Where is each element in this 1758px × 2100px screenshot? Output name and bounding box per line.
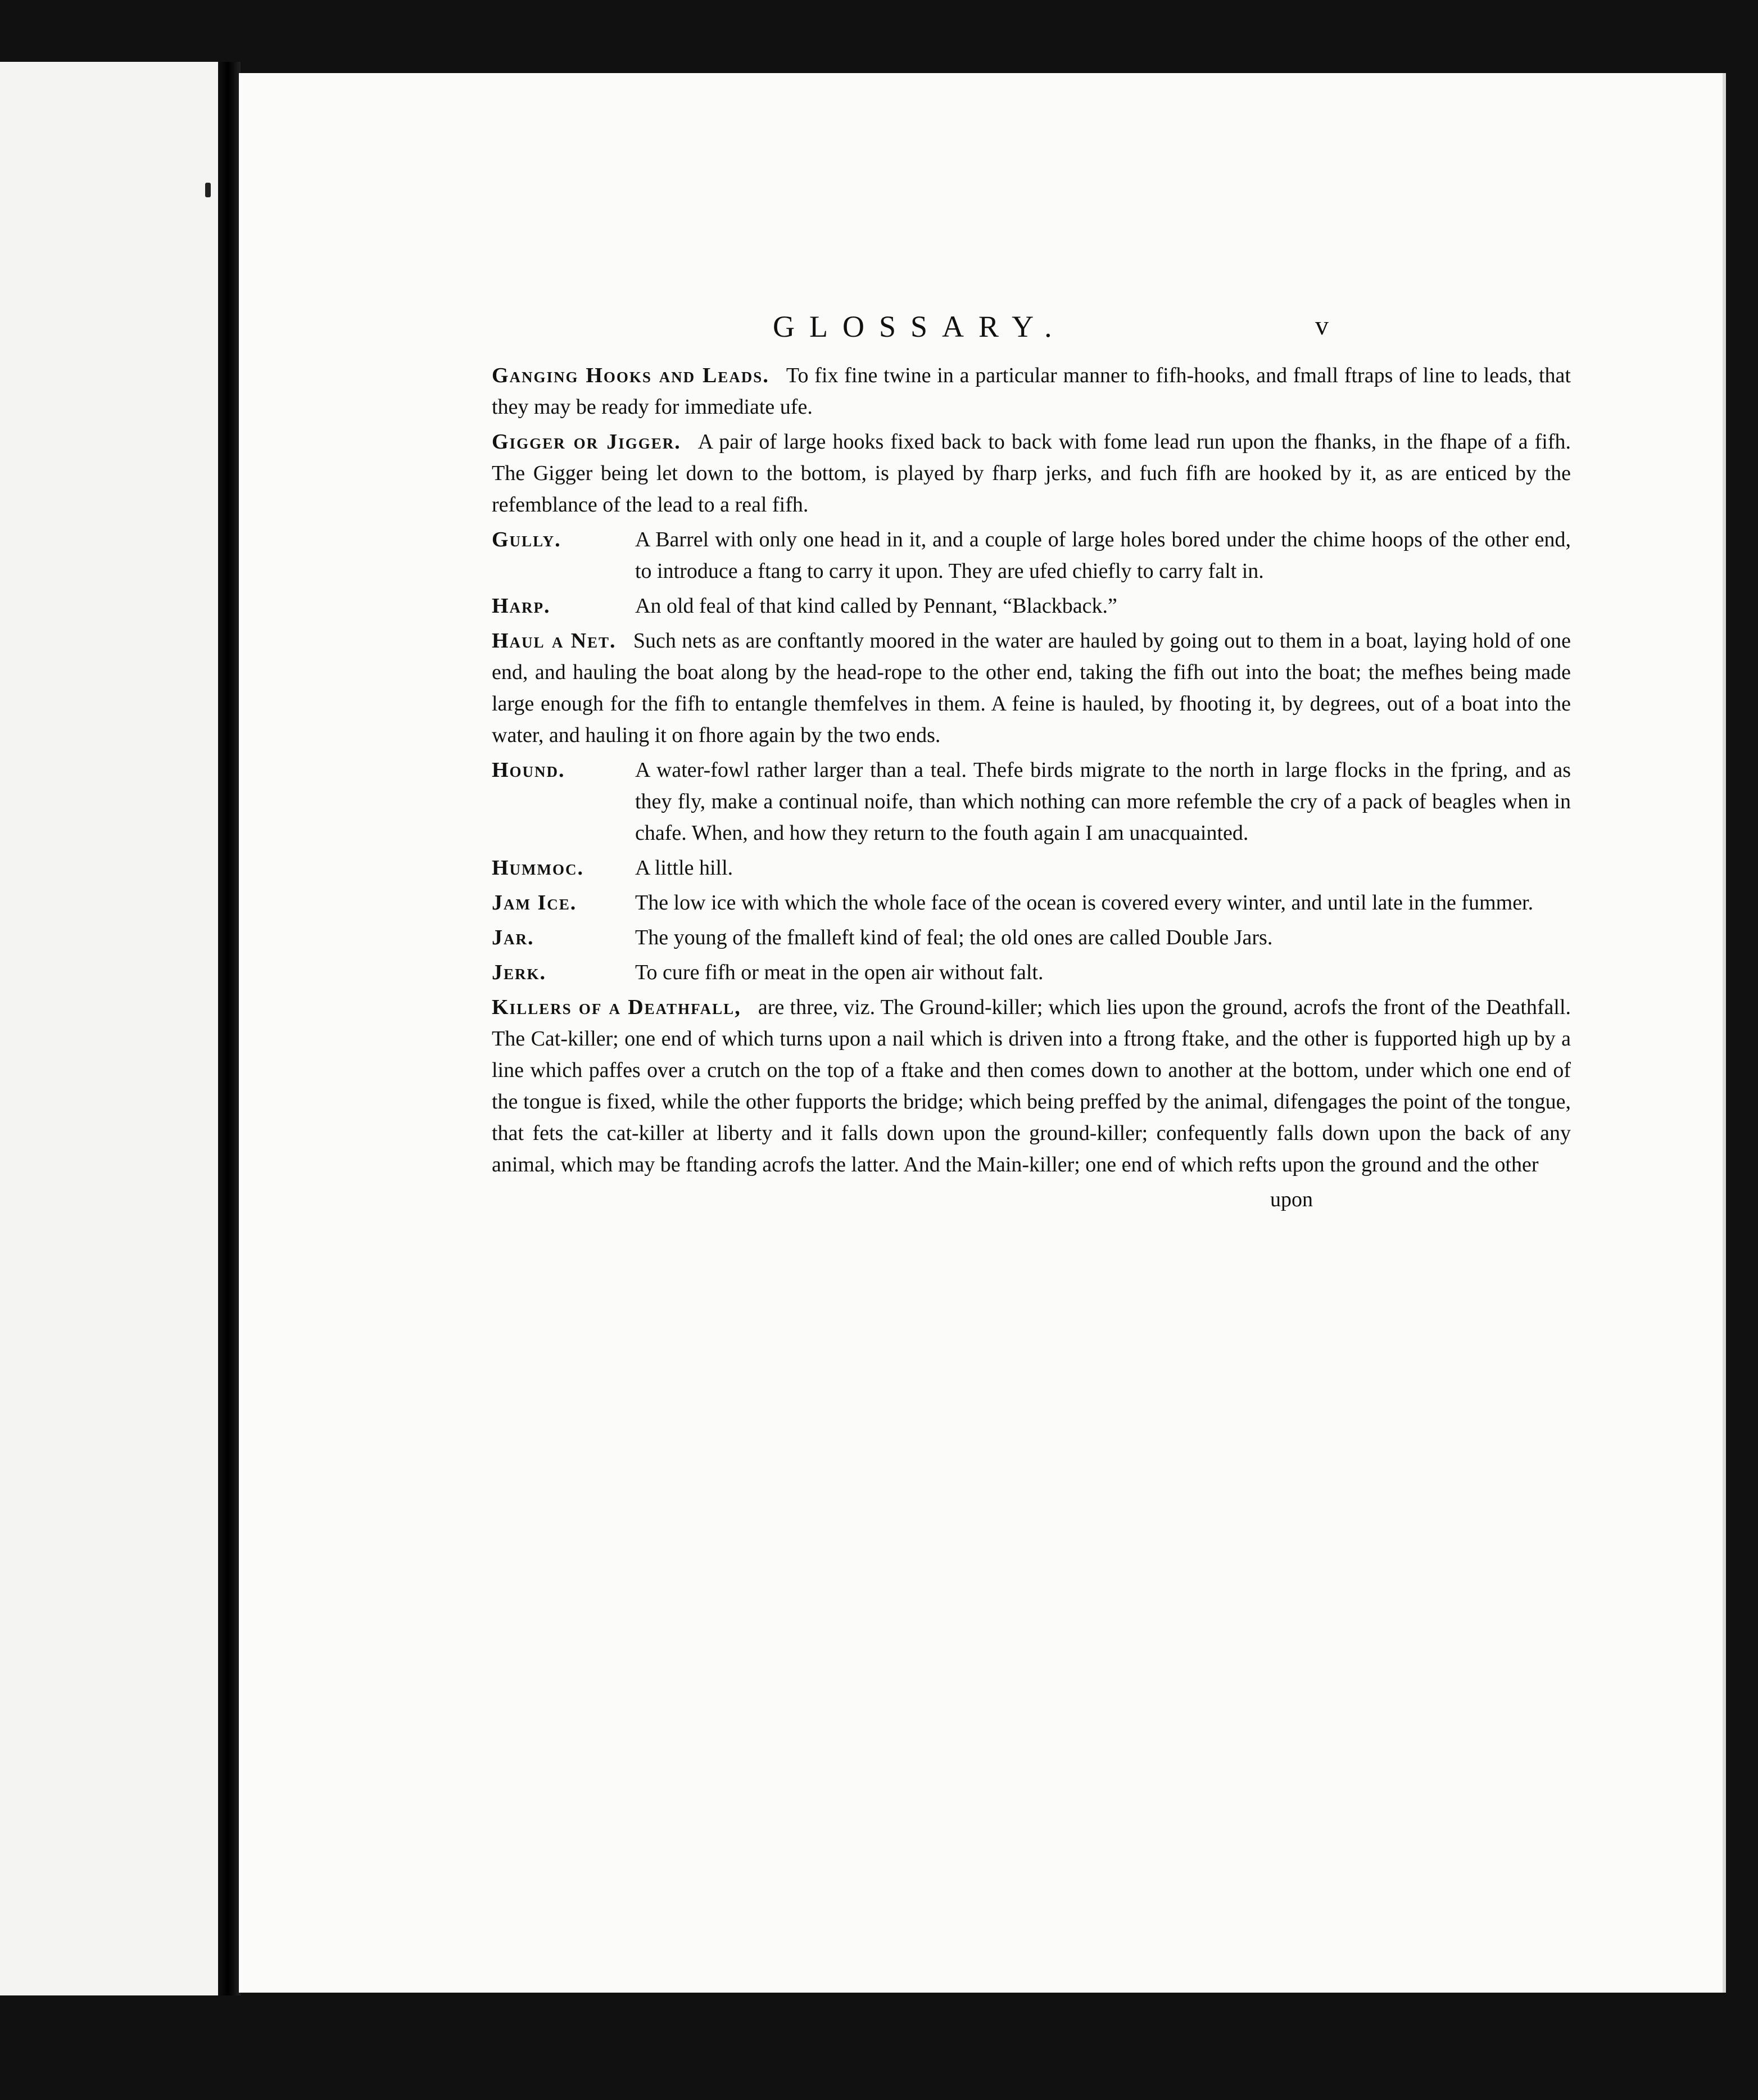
glossary-entry	[492, 524, 1571, 587]
catchword: upon	[1270, 1188, 1313, 1211]
entry-term: Jar.	[492, 926, 534, 949]
glossary-entry	[492, 754, 1571, 849]
entry-definition: A water-fowl rather larger than a teal. Thefe birds migrate to the north in large flocks in the fpring, and as they fly, make a continual noife, than which nothing can more refemble the cry of a pack of beagles when in chafe. When, and how they return to the fouth again I am unacquainted.	[635, 758, 1571, 845]
entry-term: Jam Ice.	[492, 891, 577, 915]
glossary-entry	[492, 426, 1571, 521]
entry-definition: To fix fine twine in a particular manner to fifh-hooks, and fmall ftraps of line to leads, that they may be ready for immediate ufe.	[492, 364, 1571, 419]
entry-definition: The low ice with which the whole face of the ocean is covered every winter, and until late in the fummer.	[635, 891, 1534, 915]
glossary-entry	[492, 852, 1571, 884]
glossary-entry	[492, 992, 1571, 1180]
ink-speck	[205, 183, 211, 197]
page-number: v	[1315, 311, 1329, 341]
glossary-page	[239, 73, 1726, 1993]
book-gutter	[218, 62, 241, 1995]
facing-page-edge	[0, 62, 222, 1995]
glossary-entry	[492, 957, 1571, 988]
entry-term: Gigger or Jigger.	[492, 430, 681, 454]
entry-definition: The young of the fmalleft kind of feal; the old ones are called Double Jars.	[635, 926, 1273, 949]
entry-term: Jerk.	[492, 961, 547, 984]
page-title: GLOSSARY.	[773, 310, 1067, 343]
entry-definition: An old feal of that kind called by Pennant, “Blackback.”	[635, 594, 1117, 618]
glossary-entries	[492, 360, 1571, 1184]
entry-term: Harp.	[492, 594, 551, 618]
entry-term: Hound.	[492, 758, 565, 782]
entry-definition: A Barrel with only one head in it, and a couple of large holes bored under the chime hoops of the other end, to introduce a ftang to carry it upon. They are ufed chiefly to carry falt in.	[635, 528, 1571, 583]
entry-definition: are three, viz. The Ground-killer; which lies upon the ground, acrofs the front of the Deathfall. The Cat-killer; one end of which turns upon a nail which is driven into a ftrong ftake, and the other is fupported high up by a line which paffes over a crutch on the top of a ftake and then comes down to another at the bottom, under which one end of the tongue is fixed, while the other fupports the bridge; which being preffed by the animal, difengages the point of the tongue, that fets the cat-killer at liberty and it falls down upon the ground-killer; confequently falls down upon the back of any animal, which may be ftanding acrofs the latter. And the Main-killer; one end of which refts upon the ground and the other	[492, 995, 1571, 1176]
entry-term: Ganging Hooks and Leads.	[492, 364, 769, 387]
glossary-entry	[492, 625, 1571, 751]
running-header	[239, 309, 1723, 365]
glossary-entry	[492, 922, 1571, 953]
entry-definition: A little hill.	[635, 856, 733, 880]
glossary-entry	[492, 360, 1571, 423]
entry-term: Gully.	[492, 528, 561, 551]
entry-term: Killers of a Deathfall,	[492, 995, 741, 1019]
glossary-entry	[492, 887, 1571, 918]
glossary-entry	[492, 590, 1571, 622]
entry-definition: To cure fifh or meat in the open air without falt.	[635, 961, 1044, 984]
entry-term: Hummoc.	[492, 856, 585, 880]
entry-term: Haul a Net.	[492, 629, 617, 653]
entry-definition: A pair of large hooks fixed back to back with fome lead run upon the fhanks, in the fhape of a fifh. The Gigger being let down to the bottom, is played by fharp jerks, and fuch fifh are hooked by it, as are enticed by the refemblance of the lead to a real fifh.	[492, 430, 1571, 517]
entry-definition: Such nets as are conftantly moored in the water are hauled by going out to them in a boat, laying hold of one end, and hauling the boat along by the head-rope to the other end, taking the fifh out into the boat; the mefhes being made large enough for the fifh to entangle themfelves in them. A feine is hauled, by fhooting it, by degrees, out of a boat into the water, and hauling it on fhore again by the two ends.	[492, 629, 1571, 747]
